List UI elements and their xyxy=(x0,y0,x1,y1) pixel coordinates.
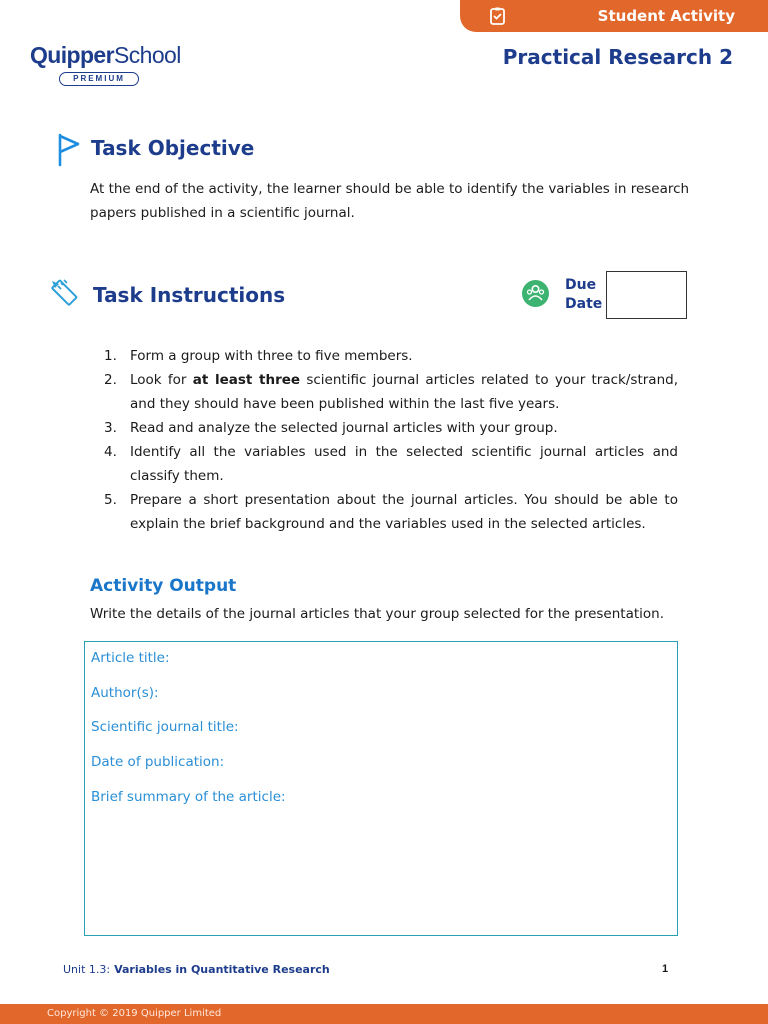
item-text: Identify all the variables used in the selected scientific journal articles and classify them. xyxy=(130,444,678,484)
field-journal-title[interactable]: Scientific journal title: xyxy=(91,719,239,735)
pencil-ruler-icon xyxy=(47,276,81,315)
output-heading: Activity Output xyxy=(90,576,237,596)
copyright: Copyright © 2019 Quipper Limited xyxy=(47,1008,222,1019)
due-label-line1: Due xyxy=(565,277,597,293)
flag-icon xyxy=(56,133,82,172)
instructions-heading: Task Instructions xyxy=(93,283,286,307)
item-number: 3. xyxy=(104,420,117,436)
logo-badge: PREMIUM xyxy=(59,72,139,86)
item-text: Prepare a short presentation about the journal articles. You should be able to explain the brief background and the variables used in the selected articles. xyxy=(130,492,678,532)
instruction-list xyxy=(104,344,678,536)
instruction-item xyxy=(104,416,678,440)
item-emphasis: at least three xyxy=(192,372,301,388)
instruction-item xyxy=(104,488,678,536)
objective-text: At the end of the activity, the learner should be able to identify the variables in research papers published in a scientific journal. xyxy=(90,181,690,221)
item-number: 1. xyxy=(104,348,117,364)
bottom-bar xyxy=(0,1004,768,1024)
due-date-field[interactable] xyxy=(606,271,687,319)
output-form[interactable] xyxy=(84,641,678,936)
item-text-continued: scientific journal articles related to your track/strand, and they should have been published within the last five years. xyxy=(130,372,678,412)
group-icon xyxy=(522,280,549,307)
instruction-item xyxy=(104,368,678,416)
student-activity-tab xyxy=(460,0,768,32)
due-date-label xyxy=(565,276,602,314)
item-number: 2. xyxy=(104,372,117,388)
item-number: 5. xyxy=(104,492,117,508)
tab-label: Student Activity xyxy=(597,7,735,25)
objective-heading: Task Objective xyxy=(91,136,255,160)
due-label-line2: Date xyxy=(565,296,603,312)
field-summary[interactable]: Brief summary of the article: xyxy=(91,789,286,805)
clipboard-check-icon xyxy=(488,6,508,31)
quipper-school-logo xyxy=(30,42,181,83)
subject-title: Practical Research 2 xyxy=(502,45,733,69)
field-article-title[interactable]: Article title: xyxy=(91,650,170,666)
unit-number: Unit 1.3: xyxy=(63,963,111,976)
unit-title: Variables in Quantitative Research xyxy=(114,963,330,976)
item-text: Read and analyze the selected journal articles with your group. xyxy=(130,420,558,436)
output-description: Write the details of the journal articles that your group selected for the presentation. xyxy=(90,606,664,622)
logo-word-bold: Quipper xyxy=(30,42,114,68)
logo-word-regular: School xyxy=(113,42,181,68)
item-text: Look for xyxy=(130,372,193,388)
item-text: Form a group with three to five members. xyxy=(130,348,413,364)
instruction-item xyxy=(104,440,678,488)
page-number: 1 xyxy=(662,963,669,975)
footer-unit xyxy=(63,963,330,976)
field-publication-date[interactable]: Date of publication: xyxy=(91,754,225,770)
item-number: 4. xyxy=(104,444,117,460)
field-authors[interactable]: Author(s): xyxy=(91,685,159,701)
instruction-item xyxy=(104,344,678,368)
